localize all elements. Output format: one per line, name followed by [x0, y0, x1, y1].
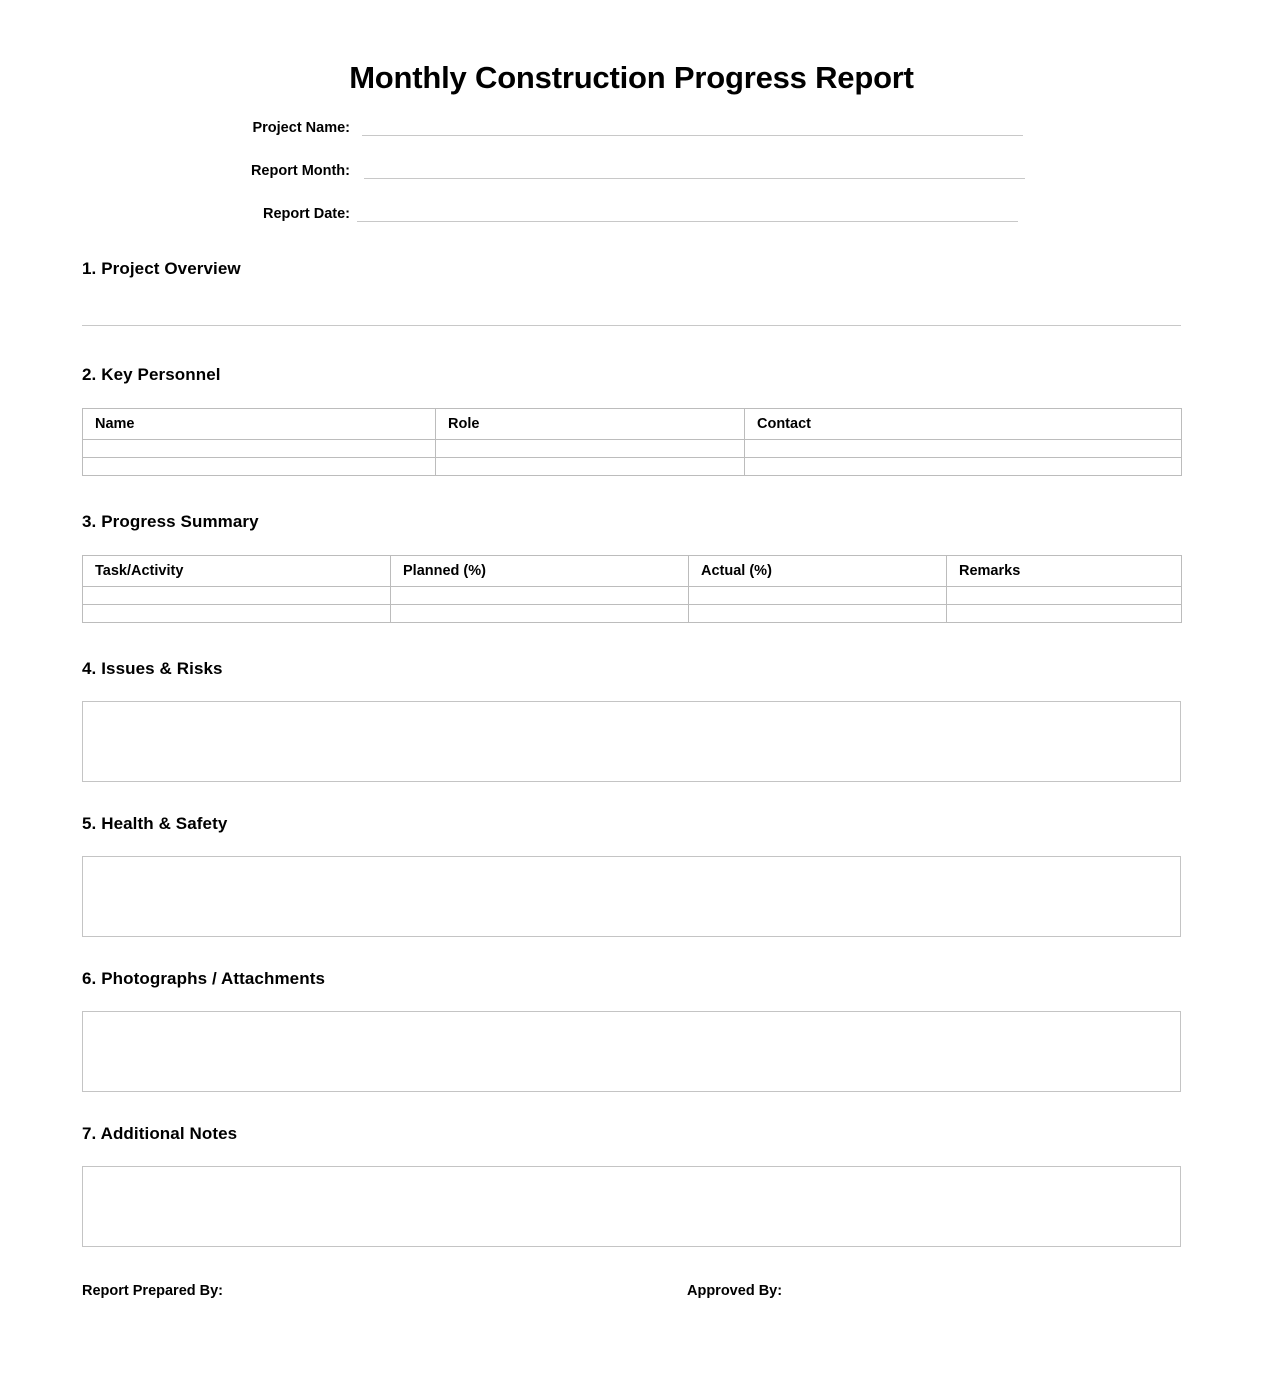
cell-planned-pct[interactable]	[391, 587, 689, 605]
section-heading-issues-risks: 4. Issues & Risks	[82, 659, 223, 678]
table-header-row	[83, 556, 1182, 587]
cell-planned-pct[interactable]	[391, 605, 689, 623]
section-key-personnel	[82, 364, 1181, 476]
project-name-input[interactable]	[362, 135, 1023, 136]
column-header-remarks: Remarks	[947, 556, 1182, 587]
section-photographs-attachments	[82, 968, 1181, 1092]
project-overview-input[interactable]	[82, 280, 1181, 325]
section-heading-photographs-attachments: 6. Photographs / Attachments	[82, 969, 326, 988]
issues-risks-input[interactable]	[82, 701, 1181, 782]
cell-task-activity[interactable]	[83, 605, 391, 623]
cell-role[interactable]	[436, 458, 745, 476]
table-row	[83, 458, 1182, 476]
cell-contact[interactable]	[745, 458, 1182, 476]
column-header-actual-pct: Actual (%)	[689, 556, 947, 587]
progress-summary-table	[82, 555, 1182, 623]
table-row	[83, 587, 1182, 605]
section-heading-key-personnel: 2. Key Personnel	[82, 365, 221, 384]
section-additional-notes	[82, 1123, 1181, 1247]
report-prepared-by-label: Report Prepared By:	[82, 1283, 224, 1299]
section-heading-progress-summary: 3. Progress Summary	[82, 512, 259, 531]
cell-name[interactable]	[83, 440, 436, 458]
table-header-row	[83, 409, 1182, 440]
cell-remarks[interactable]	[947, 605, 1182, 623]
column-header-name: Name	[83, 409, 436, 440]
field-row-report-date	[82, 198, 1181, 241]
section-heading-additional-notes: 7. Additional Notes	[82, 1124, 238, 1143]
health-safety-input[interactable]	[82, 856, 1181, 937]
column-header-task-activity: Task/Activity	[83, 556, 391, 587]
section-issues-risks	[82, 658, 1181, 782]
report-date-label: Report Date:	[262, 206, 350, 222]
report-month-label: Report Month:	[250, 163, 350, 179]
additional-notes-input[interactable]	[82, 1166, 1181, 1247]
column-header-contact: Contact	[745, 409, 1182, 440]
cell-role[interactable]	[436, 440, 745, 458]
section-heading-health-safety: 5. Health & Safety	[82, 814, 228, 833]
signature-row	[82, 1281, 1181, 1311]
cell-remarks[interactable]	[947, 587, 1182, 605]
section-divider	[82, 325, 1181, 326]
column-header-role: Role	[436, 409, 745, 440]
report-month-input[interactable]	[364, 178, 1025, 179]
cell-contact[interactable]	[745, 440, 1182, 458]
page-title: Monthly Construction Progress Report	[349, 60, 914, 95]
section-progress-summary	[82, 511, 1181, 623]
photographs-attachments-input[interactable]	[82, 1011, 1181, 1092]
field-row-project-name	[82, 112, 1181, 155]
field-row-report-month	[82, 155, 1181, 198]
table-row	[83, 605, 1182, 623]
table-row	[83, 440, 1182, 458]
cell-actual-pct[interactable]	[689, 587, 947, 605]
column-header-planned-pct: Planned (%)	[391, 556, 689, 587]
cell-name[interactable]	[83, 458, 436, 476]
project-name-label: Project Name:	[252, 120, 350, 136]
section-heading-project-overview: 1. Project Overview	[82, 259, 241, 278]
section-health-safety	[82, 813, 1181, 937]
approved-by-label: Approved By:	[687, 1283, 783, 1299]
cell-actual-pct[interactable]	[689, 605, 947, 623]
report-date-input[interactable]	[357, 221, 1018, 222]
key-personnel-table	[82, 408, 1182, 476]
cell-task-activity[interactable]	[83, 587, 391, 605]
section-project-overview	[82, 258, 1181, 326]
report-meta-fields	[82, 112, 1181, 241]
